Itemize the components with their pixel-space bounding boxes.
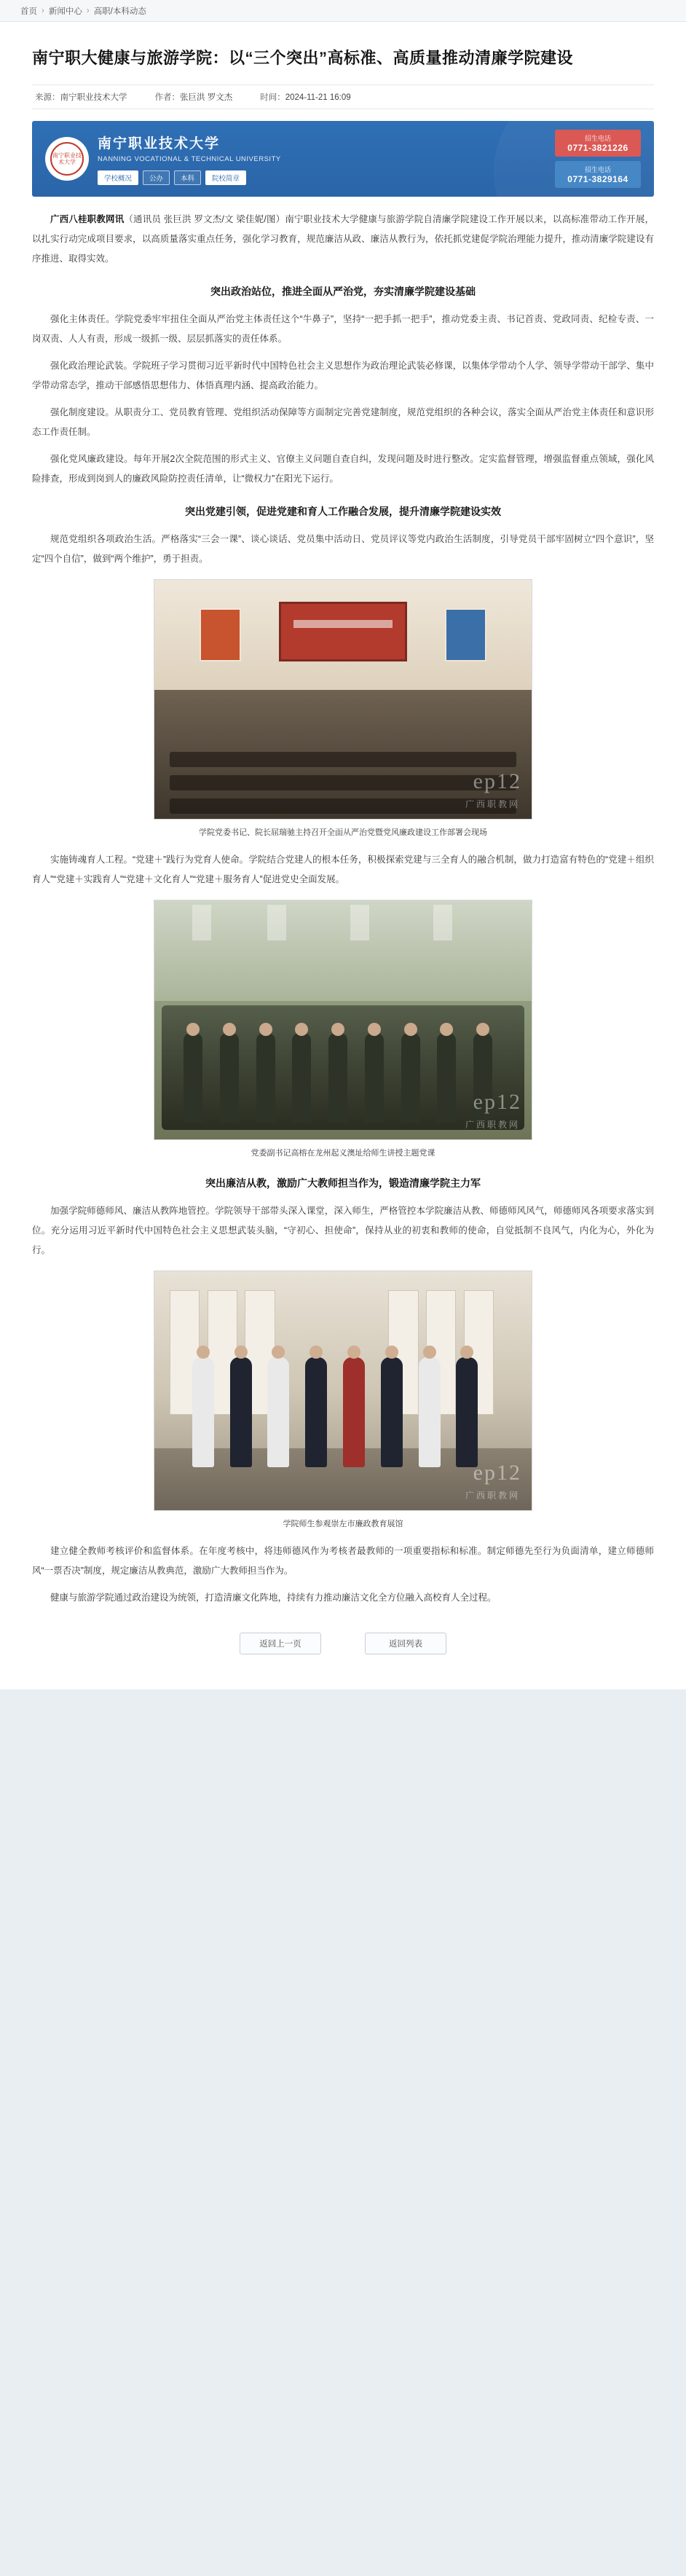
breadcrumb (0, 0, 686, 22)
paragraph-4: 强化党风廉政建设。每年开展2次全院范围的形式主义、官僚主义问题自查自纠，发现问题及时进行整改。定实监督管理，增强监督重点领域，强化风险排查，形成到岗到人的廉政风险防控责任清单，让“微权力”在阳光下运行。 (32, 454, 654, 484)
paragraph-1: 强化主体责任。学院党委牢牢扭住全面从严治党主体责任这个“牛鼻子”，坚持“一把手抓一把手”，推动党委主责、书记首责、党政同责、纪检专责、一岗双责、人人有责，形成一级抓一级、层层抓落实的责任体系。 (32, 314, 654, 344)
meta-source-label: 来源： (35, 93, 60, 102)
photo-1-poster-left (200, 608, 241, 661)
section-heading-3: 突出廉洁从教，激励广大教师担当作为，锻造清廉学院主力军 (205, 1177, 481, 1189)
paragraph-5: 规范党组织各项政治生活。严格落实“三会一课”、谈心谈话、党员集中活动日、党员评议等党内政治生活制度，引导党员干部牢固树立“四个意识”，坚定“四个自信”，做到“两个维护”，勇于担责。 (32, 534, 654, 564)
photo-2-pillar-2 (267, 905, 286, 941)
paragraph-7: 加强学院师德师风、廉洁从教阵地管控。学院领导干部带头深入课堂，深入师生，严格管控本学院廉洁从教、师德师风风气，师德师风各项要求落实到位。充分运用习近平新时代中国特色社会主义思想武装头脑，“守初心、担使命”，保持从业的初衷和教师的使命，自觉抵制不良风气，内化为心，外化为行。 (32, 1206, 654, 1255)
breadcrumb-separator-2: › (86, 6, 90, 15)
watermark-big: ep12 (473, 769, 521, 793)
figure-1 (32, 579, 654, 840)
meta-time (260, 91, 350, 103)
watermark-small: 广西职教网 (465, 799, 520, 809)
school-name: 南宁职业技术大学 (98, 136, 221, 152)
back-button[interactable]: 返回上一页 (240, 1633, 321, 1654)
admission-phones (555, 130, 641, 188)
photo-1-row-3 (170, 752, 517, 767)
figure-1-caption: 学院党委书记、院长屈瑞驰主持召开全面从严治党暨党风廉政建设工作部署会现场 (199, 828, 487, 837)
photo-2-pillar-4 (433, 905, 452, 941)
tag-public: 公办 (143, 170, 170, 185)
photo-1-screen (279, 602, 407, 661)
paragraph-2: 强化政治理论武装。学院班子学习贯彻习近平新时代中国特色社会主义思想作为政治理论武装必修课，以集体学带动个人学、领导学带动干部学、集中学带动常态学，推动干部感悟思想伟力、体悟真理内涵、提高政治能力。 (32, 361, 654, 390)
admission-phone-2[interactable] (555, 161, 641, 188)
paragraph-intro-lead: 广西八桂职教网讯 (50, 214, 125, 224)
figure-2 (32, 900, 654, 1161)
admission-phone-1[interactable] (555, 130, 641, 157)
article-meta (32, 85, 654, 109)
admission-phone-2-number: 0771-3829164 (567, 174, 628, 184)
school-name-en: NANNING VOCATIONAL & TECHNICAL UNIVERSITY (98, 155, 281, 163)
page-title: 南宁职大健康与旅游学院：以“三个突出”高标准、高质量推动清廉学院建设 (32, 49, 574, 67)
breadcrumb-separator-1: › (42, 6, 44, 15)
school-logo (45, 137, 89, 181)
watermark-small: 广西职教网 (465, 1120, 520, 1130)
school-tags (98, 170, 555, 185)
meta-author-label: 作者： (154, 93, 180, 102)
photo-1-row-1 (170, 798, 517, 814)
meta-source (35, 91, 127, 103)
watermark-small: 广西职教网 (465, 1491, 520, 1501)
photo-outdoor-lecture (154, 900, 532, 1140)
breadcrumb-item-category[interactable]: 高职/本科动态 (93, 7, 146, 16)
school-seal-icon: 南宁职业技术大学 (50, 142, 84, 176)
figure-2-caption: 党委副书记高榕在龙州起义澳址给师生讲授主题党课 (251, 1149, 435, 1158)
meta-author (155, 91, 233, 103)
paragraph-intro (32, 210, 654, 269)
figure-3 (32, 1271, 654, 1531)
tag-school-overview[interactable]: 学校概况 (98, 170, 138, 185)
return-to-list-button[interactable]: 返回列表 (365, 1633, 446, 1654)
photo-2-pillar-3 (350, 905, 369, 941)
photo-party-meeting (154, 579, 532, 820)
admission-phone-2-label: 招生电话 (584, 166, 611, 173)
school-banner[interactable] (32, 121, 654, 197)
watermark-big: ep12 (473, 1461, 521, 1485)
section-heading-1: 突出政治站位，推进全面从严治党，夯实清廉学院建设基础 (210, 286, 476, 297)
breadcrumb-item-home[interactable]: 首页 (20, 7, 37, 16)
paragraph-3: 强化制度建设。从职责分工、党员教育管理、党组织活动保障等方面制定完善党建制度，规范党组织的各种会议，落实全面从严治党主体责任和意识形态工作责任制。 (32, 407, 654, 437)
paragraph-intro-text: （通讯员 张巨洪 罗文杰/文 梁佳妮/图）南宁职业技术大学健康与旅游学院自清廉学院建设工作开展以来，以高标准带动工作开展，以扎实行动完成项目要求，以高质量落实重点任务，强化学习教育，规范廉洁从政、廉洁从教行为，依托抓党建促学院治理能力提升，推动清廉学院建设有序推进、取得实效。 (32, 214, 654, 264)
paragraph-8: 建立健全教师考核评价和监督体系。在年度考核中，将违师德风作为考核者最教师的一项重要指标和标准。制定师德先至行为负面清单，建立师德师风“一票否决”制度，规定廉洁从教典范，激励广大教师担当作为。 (32, 1546, 654, 1576)
photo-exhibition-hall (154, 1271, 532, 1511)
breadcrumb-item-news[interactable]: 新闻中心 (48, 7, 82, 16)
meta-author-value: 张巨洪 罗文杰 (180, 93, 233, 102)
content-wrapper (0, 22, 686, 1689)
paragraph-9: 健康与旅游学院通过政治建设为统领，打造清廉文化阵地，持续有力推动廉洁文化全方位融入高校育人全过程。 (50, 1593, 497, 1603)
paragraph-6: 实施铸魂育人工程。“党建＋”践行为党育人使命。学院结合党建人的根本任务，积极探索党建与三全育人的融合机制，做力打造富有特色的“党建＋组织育人”“党建＋实践育人”“党建＋文化育人”“党建＋服务育人”促进党史全面发展。 (32, 855, 654, 884)
section-heading-2: 突出党建引领，促进党建和育人工作融合发展，提升清廉学院建设实效 (185, 506, 501, 517)
watermark-big: ep12 (473, 1090, 521, 1114)
photo-2-crowd (162, 1005, 524, 1130)
banner-text (98, 133, 555, 185)
tag-undergraduate: 本科 (174, 170, 201, 185)
photo-1-row-2 (170, 775, 517, 790)
photo-2-building (154, 900, 532, 1001)
figure-3-caption: 学院师生参观崇左市廉政教育展馆 (283, 1520, 403, 1528)
meta-time-label: 时间： (260, 93, 285, 102)
meta-time-value: 2024-11-21 16:09 (285, 93, 351, 102)
tag-admission-brochure[interactable]: 院校简章 (205, 170, 246, 185)
admission-phone-1-number: 0771-3821226 (567, 143, 628, 153)
photo-2-pillar-1 (192, 905, 211, 941)
footer-buttons (32, 1633, 654, 1660)
photo-1-desks (154, 690, 532, 819)
meta-source-value: 南宁职业技术大学 (60, 93, 127, 102)
photo-1-poster-right (445, 608, 486, 661)
admission-phone-1-label: 招生电话 (584, 135, 611, 142)
